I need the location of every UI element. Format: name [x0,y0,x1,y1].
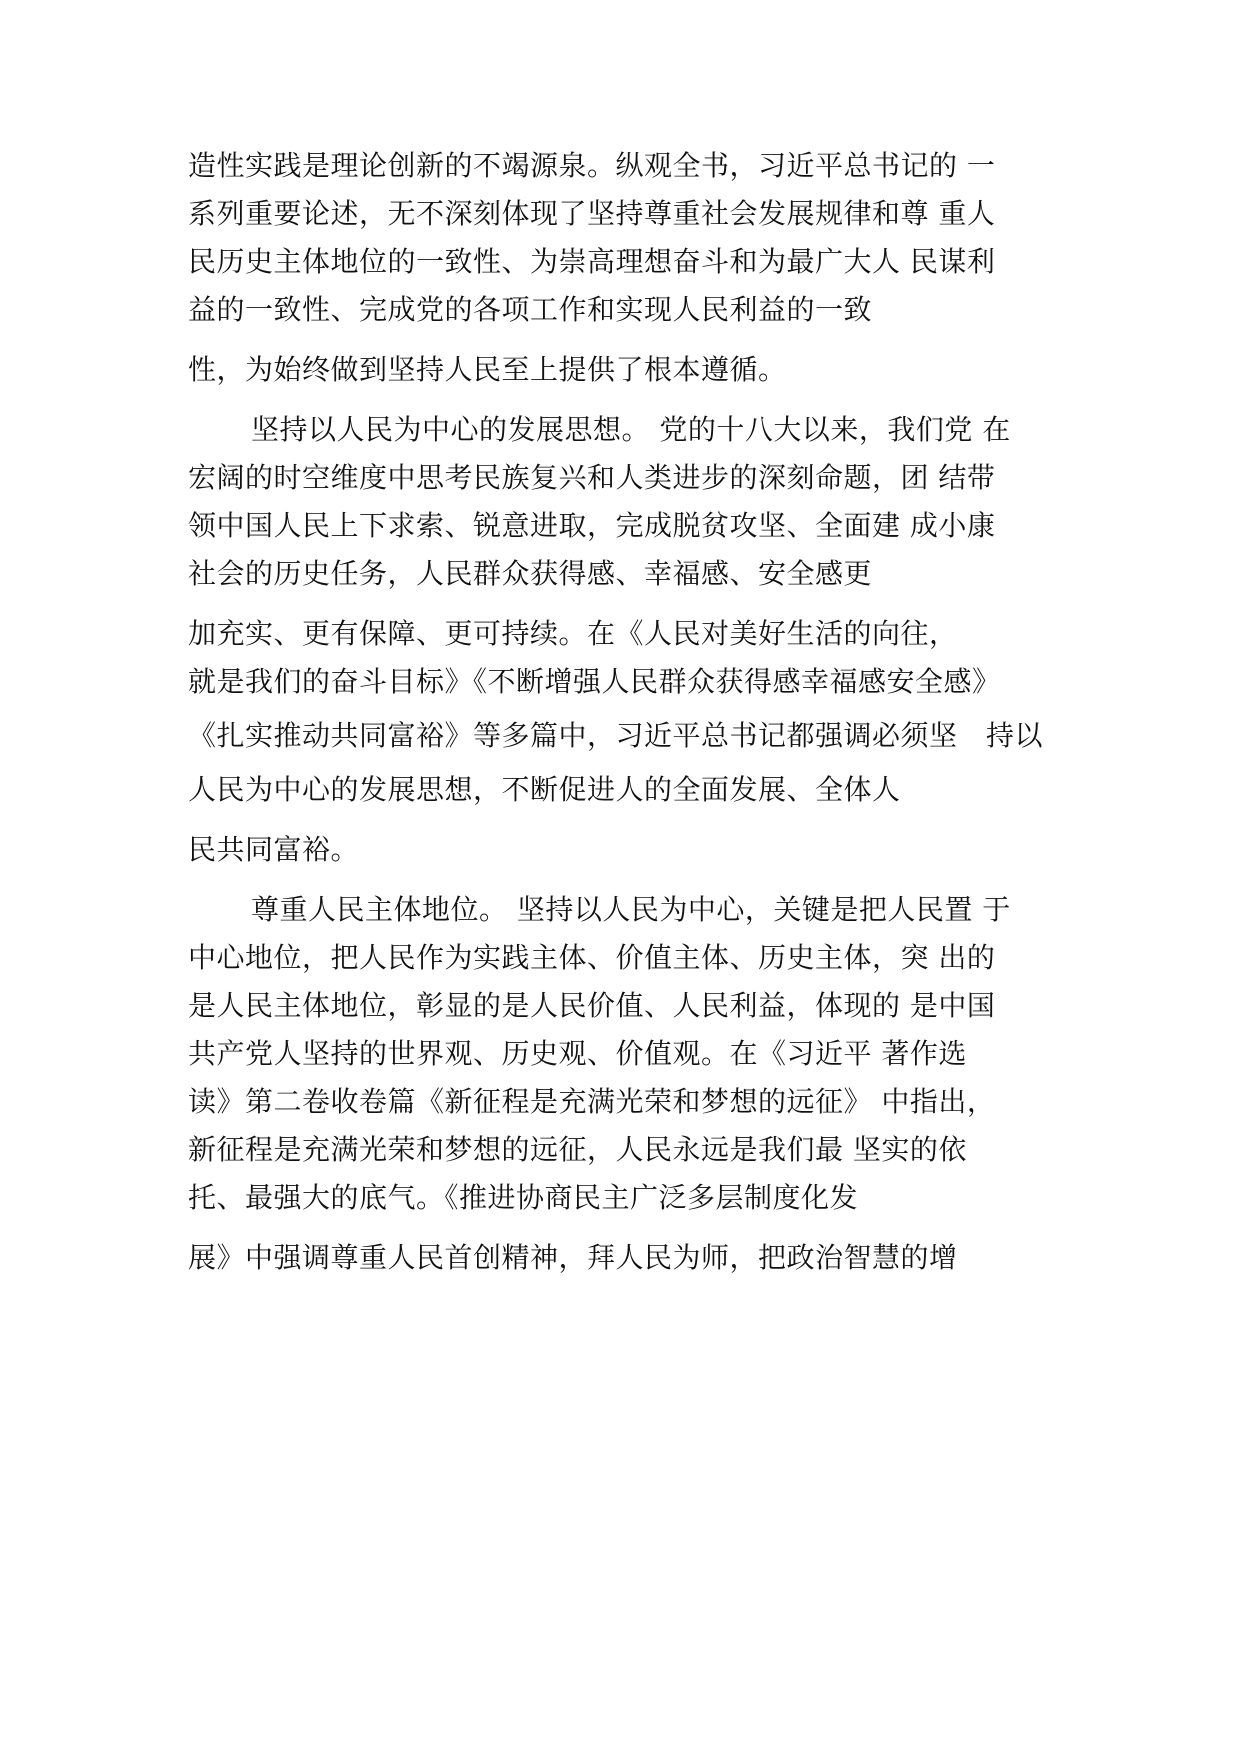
text-line: 加充实、更有保障、更可持续。在《人民对美好生活的向往， [188,617,958,650]
text-line: 社会的历史任务，人民群众获得感、幸福感、安全感更 [188,557,873,590]
text-line: 人民为中心的发展思想，不断促进人的全面发展、全体人 [188,773,901,806]
text-line: 新征程是充满光荣和梦想的远征，人民永远是我们最 坚实的依 [188,1133,967,1166]
text-line: 就是我们的奋斗目标》《不断增强人民群众获得感幸福感安全感》 [188,665,1001,698]
text-line: 是人民主体地位，彰显的是人民价值、人民利益，体现的 是中国 [188,989,996,1022]
text-line: 造性实践是理论创新的不竭源泉。纵观全书，习近平总书记的 一 [188,149,996,182]
text-line: 展》中强调尊重人民首创精神，拜人民为师，把政治智慧的增 [188,1241,958,1274]
text-line: 宏阔的时空维度中思考民族复兴和人类进步的深刻命题，团 结带 [188,461,996,494]
text-line: 民共同富裕。 [188,833,360,866]
text-line: 益的一致性、完成党的各项工作和实现人民利益的一致 [188,293,873,326]
text-line: 读》第二卷收卷篇《新征程是充满光荣和梦想的远征》 中指出， [188,1085,996,1118]
text-line: 领中国人民上下求索、锐意进取，完成脱贫攻坚、全面建 成小康 [188,509,996,542]
text-line: 托、最强大的底气。《推进协商民主广泛多层制度化发 [188,1181,859,1214]
text-line: 《扎实推动共同富裕》等多篇中，习近平总书记都强调必须坚 持以 [188,719,1044,752]
section-heading-line: 坚持以人民为中心的发展思想。 党的十八大以来，我们党 在 [251,413,1011,446]
section-heading-line: 尊重人民主体地位。 坚持以人民为中心，关键是把人民置 于 [251,893,1011,926]
text-line: 性，为始终做到坚持人民至上提供了根本遵循。 [188,353,787,386]
text-line: 共产党人坚持的世界观、历史观、价值观。在《习近平 著作选 [188,1037,967,1070]
text-line: 系列重要论述，无不深刻体现了坚持尊重社会发展规律和尊 重人 [188,197,996,230]
text-line: 中心地位，把人民作为实践主体、价值主体、历史主体，突 出的 [188,941,996,974]
text-line: 民历史主体地位的一致性、为崇高理想奋斗和为最广大人 民谋利 [188,245,996,278]
